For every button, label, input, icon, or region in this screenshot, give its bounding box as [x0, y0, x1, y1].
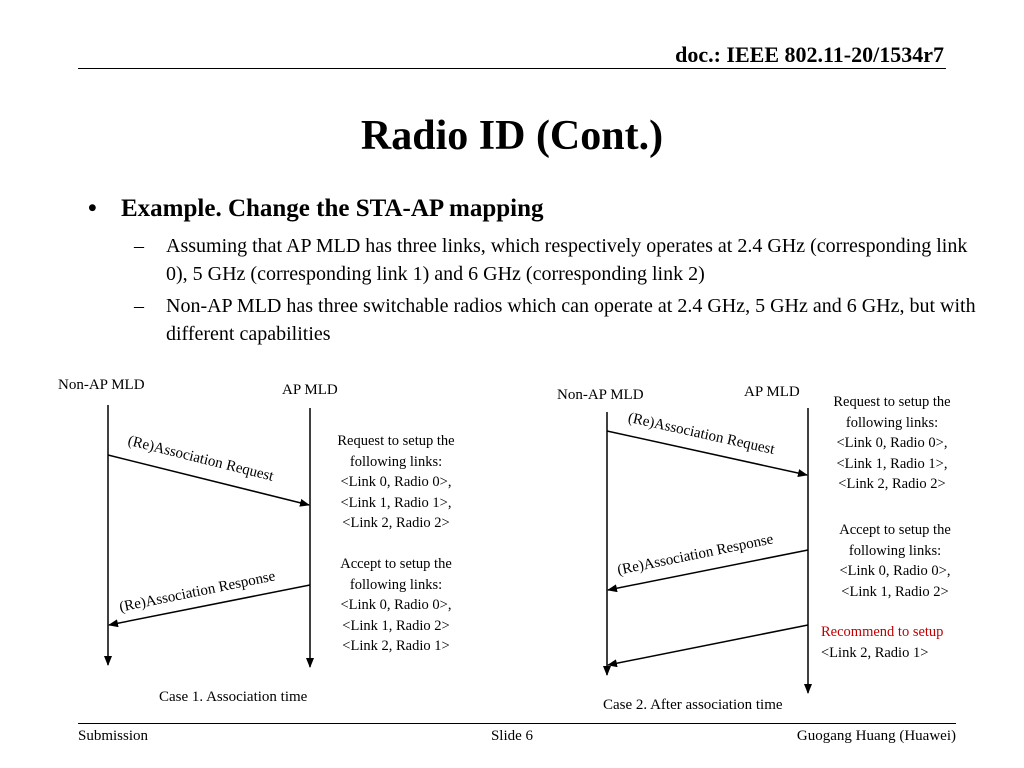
dash-marker: – — [134, 235, 144, 257]
note-line: <Link 2, Radio 2> — [342, 515, 450, 531]
case1-ap-mld-label: AP MLD — [282, 382, 338, 398]
footer-divider — [78, 723, 956, 724]
note-line: <Link 2, Radio 1> — [342, 638, 450, 654]
note-line: following links: — [349, 453, 443, 470]
case1-accept-note — [316, 554, 476, 657]
case2-ap-mld-label: AP MLD — [744, 384, 800, 400]
recommend-line: Recommend to setup — [821, 624, 944, 640]
case2-request-note — [812, 392, 972, 495]
note-line: following links: — [349, 576, 443, 593]
note-line: <Link 1, Radio 2> — [841, 583, 949, 600]
footer-author: Guogang Huang (Huawei) — [796, 728, 956, 744]
case2-recommend-arrow — [608, 625, 808, 665]
note-line: <Link 0, Radio 0>, — [340, 474, 452, 490]
footer-submission: Submission — [78, 728, 149, 744]
note-line: Accept to setup the — [340, 556, 452, 572]
bullet-main-text: Example. Change the STA-AP mapping — [121, 195, 544, 222]
case1-request-label: (Re)Association Request — [126, 433, 276, 485]
note-line: Accept to setup the — [839, 522, 951, 538]
note-line: <Link 1, Radio 2> — [342, 617, 450, 634]
bullet-sub-2-text: Non-AP MLD has three switchable radios which can operate at 2.4 GHz, 5 GHz and 6 GHz, but with different capabilities — [166, 295, 976, 345]
case1-request-note — [316, 431, 476, 534]
note-line: <Link 2, Radio 2> — [838, 476, 946, 492]
case2-recommend-note — [821, 622, 943, 663]
case1-caption: Case 1. Association time — [159, 689, 308, 705]
bullet-marker: • — [88, 195, 97, 222]
note-line: following links: — [845, 414, 939, 431]
case1-response-label: (Re)Association Response — [118, 568, 277, 616]
note-line: Request to setup the — [337, 433, 455, 449]
note-line: <Link 0, Radio 0>, — [340, 597, 452, 613]
note-line: following links: — [848, 542, 942, 559]
case2-request-label: (Re)Association Request — [626, 410, 777, 458]
note-line: <Link 1, Radio 1>, — [836, 455, 948, 472]
note-line: <Link 1, Radio 1>, — [340, 494, 452, 511]
footer-slide-number: Slide 6 — [490, 728, 534, 744]
note-line: Request to setup the — [833, 394, 951, 410]
case2-response-label: (Re)Association Response — [616, 531, 775, 579]
document-id: doc.: IEEE 802.11-20/1534r7 — [675, 42, 944, 67]
note-line: <Link 0, Radio 0>, — [836, 435, 948, 451]
case2-non-ap-mld-label: Non-AP MLD — [557, 387, 644, 403]
bullet-sub-1-text: Assuming that AP MLD has three links, which respectively operates at 2.4 GHz (corresponding link 0), 5 GHz (corresponding link 1) and 6 GHz (corresponding link 2) — [166, 235, 968, 285]
case2-accept-note — [815, 520, 975, 602]
case1-non-ap-mld-label: Non-AP MLD — [58, 377, 145, 393]
case2-caption: Case 2. After association time — [603, 697, 783, 713]
note-line: <Link 0, Radio 0>, — [839, 563, 951, 579]
page-title: Radio ID (Cont.) — [360, 113, 664, 159]
dash-marker: – — [134, 295, 144, 317]
recommend-link-line: <Link 2, Radio 1> — [821, 644, 929, 661]
